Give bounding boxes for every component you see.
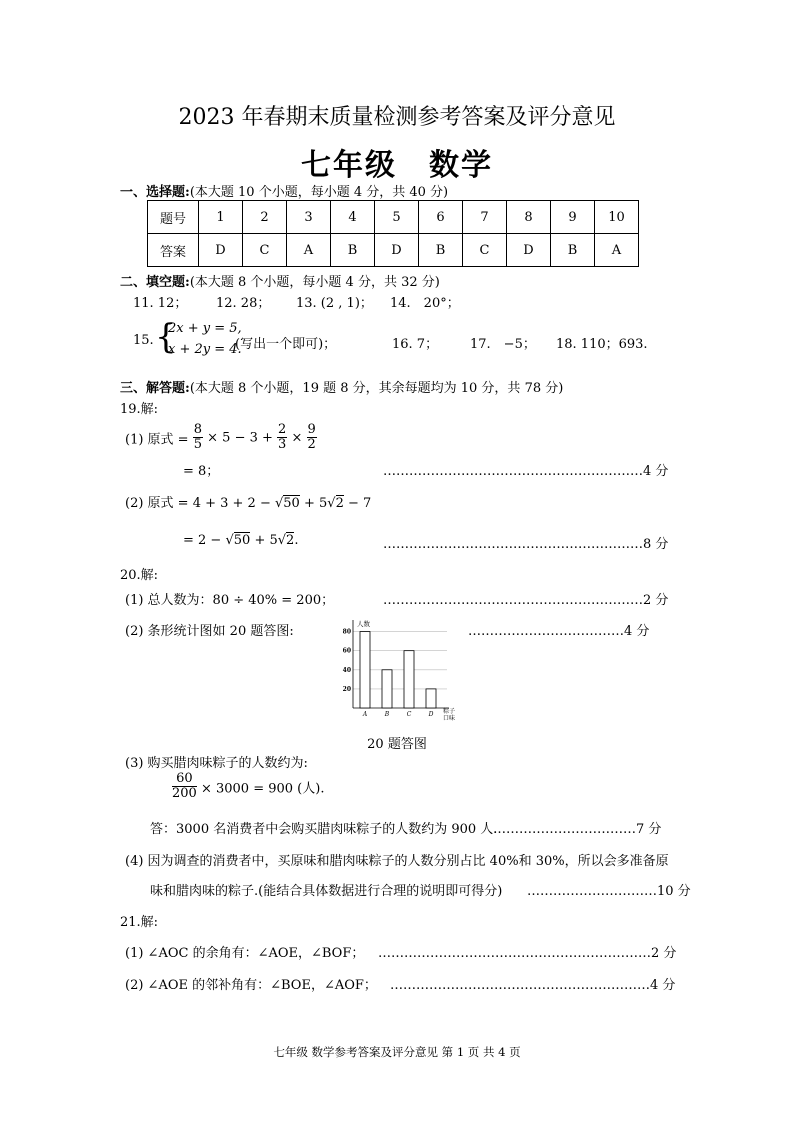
q20-part1-score: ……………………………………………………2 分 xyxy=(383,593,669,608)
bar-chart xyxy=(335,618,465,730)
q21-part1: (1) ∠AOC 的余角有：∠AOE，∠BOF； xyxy=(125,946,365,961)
q19-part1-result: = 8； xyxy=(183,464,220,479)
section1-heading: 一、选择题:(本大题 10 个小题，每小题 4 分，共 40 分) xyxy=(120,185,449,200)
y-tick-label: 40 xyxy=(342,666,351,674)
fill-q15-eq1: 2x + y = 5, xyxy=(168,321,242,336)
y-tick-label: 60 xyxy=(342,647,351,655)
q21-label: 21.解: xyxy=(120,915,159,930)
x-axis-label-line1: 粽子 xyxy=(443,708,456,715)
y-axis-label: 人数 xyxy=(357,620,370,628)
q20-part1: (1) 总人数为：80 ÷ 40% = 200； xyxy=(125,593,335,608)
q20-part3-expr: $\frac{60}{200}$ × 3000 = 900 (人). xyxy=(172,771,325,802)
fill-q11: 11. 12； xyxy=(133,296,188,311)
fill-q15-note: (写出一个即可)； xyxy=(235,337,337,352)
section2-heading: 二、填空题:(本大题 8 个小题，每小题 4 分，共 32 分) xyxy=(120,275,440,290)
x-axis-label-line2: 口味 xyxy=(443,715,456,722)
y-tick-label: 80 xyxy=(342,628,351,636)
bar-B xyxy=(382,670,392,708)
fill-q14: 14. 20°； xyxy=(390,296,460,311)
q20-part3: (3) 购买腊肉味粽子的人数约为: xyxy=(125,756,308,771)
x-tick-label: D xyxy=(428,711,434,718)
q20-label: 20.解: xyxy=(120,568,159,583)
bar-A xyxy=(360,632,370,708)
q19-label: 19.解: xyxy=(120,402,159,417)
chart-caption: 20 题答图 xyxy=(367,737,427,752)
fill-q18: 18. 110；693. xyxy=(556,337,648,352)
q20-part2-score: ………………………………4 分 xyxy=(468,624,650,639)
q20-part4-line1: (4) 因为调查的消费者中，买原味和腊肉味粽子的人数分别占比 40%和 30%，所以会多准备原 xyxy=(125,854,669,869)
q19-part2-expr: (2) 原式 = 4 + 3 + 2 − √50 + 5√2 − 7 xyxy=(125,496,372,511)
fill-q17: 17. −5； xyxy=(470,337,536,352)
q20-part3-answer: 答：3000 名消费者中会购买腊肉味粽子的人数约为 900 人. xyxy=(150,822,498,837)
table-header-cell: 题号 xyxy=(148,201,199,234)
table-row-answers: 答案 D C A B D B C D B A xyxy=(148,234,639,267)
q20-part4-score: …………………………10 分 xyxy=(527,884,691,899)
fill-q12: 12. 28； xyxy=(216,296,271,311)
bar-D xyxy=(426,689,436,708)
q19-part1-expr: (1) 原式 = $\frac{8}{5}$ × 5 − 3 + $\frac{2}{3}$ × $\frac{9}{2}$ xyxy=(125,422,316,453)
q20-part2: (2) 条形统计图如 20 题答图: xyxy=(125,624,294,639)
q21-part2-score: ……………………………………………………4 分 xyxy=(390,978,676,993)
page-title: 2023 年春期末质量检测参考答案及评分意见 xyxy=(178,105,616,130)
brace-symbol: { xyxy=(155,317,177,357)
x-tick-label: A xyxy=(362,711,368,718)
answer-table xyxy=(147,200,639,267)
page-footer: 七年级 数学参考答案及评分意见 第 1 页 共 4 页 xyxy=(273,1045,521,1059)
q19-part2-result: = 2 − √50 + 5√2. xyxy=(183,533,299,548)
fill-q15-label: 15. xyxy=(133,333,154,348)
page-subtitle: 七年级 数学 xyxy=(301,148,493,183)
table-header-cell: 答案 xyxy=(148,234,199,267)
q19-part2-score: ……………………………………………………8 分 xyxy=(383,537,669,552)
bar-C xyxy=(404,651,414,708)
table-row-numbers: 题号 1 2 3 4 5 6 7 8 9 10 xyxy=(148,201,639,234)
q20-part3-score: ……………………………7 分 xyxy=(493,822,662,837)
x-tick-label: B xyxy=(384,711,390,718)
q21-part2: (2) ∠AOE 的邻补角有：∠BOE，∠AOF； xyxy=(125,978,377,993)
section3-heading: 三、解答题:(本大题 8 个小题，19 题 8 分，其余每题均为 10 分，共 78 分) xyxy=(120,381,564,396)
fill-q15-eq2: x + 2y = 4. xyxy=(168,342,242,357)
fill-q13: 13. (2 , 1)； xyxy=(296,296,373,311)
q19-part1-score: ……………………………………………………4 分 xyxy=(383,464,669,479)
x-tick-label: C xyxy=(406,711,412,718)
q20-part4-line2: 味和腊肉味的粽子.(能结合具体数据进行合理的说明即可得分) xyxy=(150,884,503,899)
y-tick-label: 20 xyxy=(342,685,351,693)
fill-q16: 16. 7； xyxy=(392,337,439,352)
q21-part1-score: ………………………………………………………2 分 xyxy=(378,946,677,961)
